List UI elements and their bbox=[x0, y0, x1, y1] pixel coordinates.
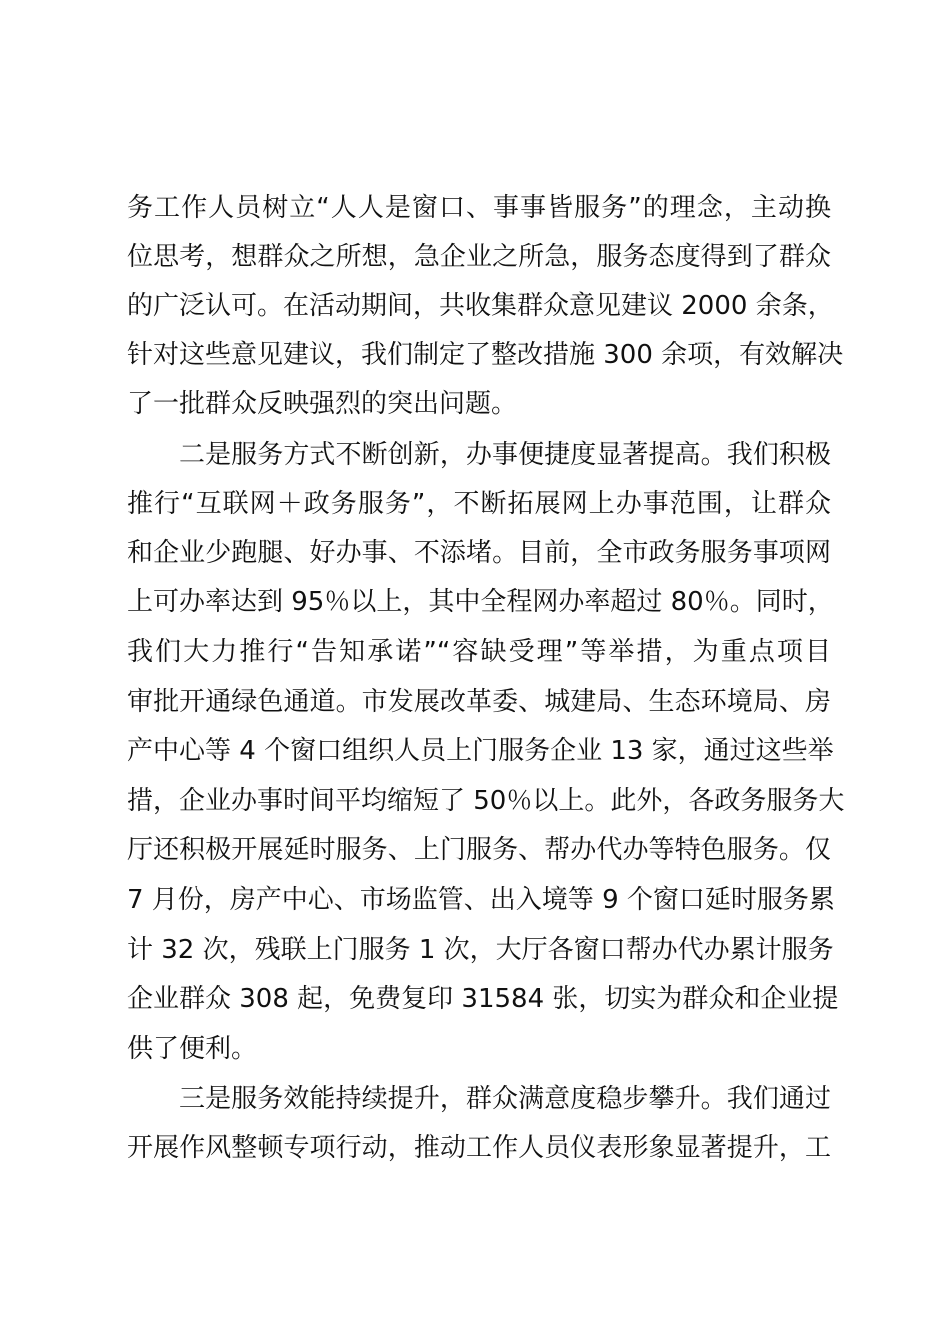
paragraph-line: 务工作人员树立“人人是窗口、事事皆服务”的理念，主动换 bbox=[127, 193, 831, 223]
paragraph-line: 三是服务效能持续提升，群众满意度稳步攀升。我们通过 bbox=[179, 1084, 831, 1114]
paragraph-line: 了一批群众反映强烈的突出问题。 bbox=[127, 389, 518, 419]
paragraph-line: 针对这些意见建议，我们制定了整改措施 300 余项，有效解决 bbox=[127, 340, 844, 370]
paragraph-line: 二是服务方式不断创新，办事便捷度显著提高。我们积极 bbox=[179, 440, 831, 470]
paragraph-line: 上可办率达到 95％以上，其中全程网办率超过 80％。同时， bbox=[127, 587, 834, 617]
paragraph-line: 的广泛认可。在活动期间，共收集群众意见建议 2000 余条， bbox=[127, 291, 834, 321]
paragraph-line: 和企业少跑腿、好办事、不添堵。目前，全市政务服务事项网 bbox=[127, 538, 831, 568]
paragraph-line: 开展作风整顿专项行动，推动工作人员仪表形象显著提升，工 bbox=[127, 1133, 831, 1163]
paragraph-line: 措，企业办事时间平均缩短了 50％以上。此外，各政务服务大 bbox=[127, 786, 845, 816]
paragraph-line: 我们大力推行“告知承诺”“容缺受理”等举措，为重点项目 bbox=[127, 637, 831, 667]
paragraph-line: 厅还积极开展延时服务、上门服务、帮办代办等特色服务。仅 bbox=[127, 835, 831, 865]
paragraph-line: 7 月份，房产中心、市场监管、出入境等 9 个窗口延时服务累 bbox=[127, 885, 835, 915]
paragraph-line: 计 32 次，残联上门服务 1 次，大厅各窗口帮办代办累计服务 bbox=[127, 935, 834, 965]
paragraph-line: 位思考，想群众之所想，急企业之所急，服务态度得到了群众 bbox=[127, 242, 831, 272]
paragraph-line: 企业群众 308 起，免费复印 31584 张，切实为群众和企业提 bbox=[127, 984, 839, 1014]
paragraph-line: 推行“互联网＋政务服务”，不断拓展网上办事范围，让群众 bbox=[127, 489, 831, 519]
paragraph-line: 供了便利。 bbox=[127, 1034, 258, 1064]
paragraph-line: 审批开通绿色通道。市发展改革委、城建局、生态环境局、房 bbox=[127, 687, 831, 717]
paragraph-line: 产中心等 4 个窗口组织人员上门服务企业 13 家，通过这些举 bbox=[127, 736, 834, 766]
